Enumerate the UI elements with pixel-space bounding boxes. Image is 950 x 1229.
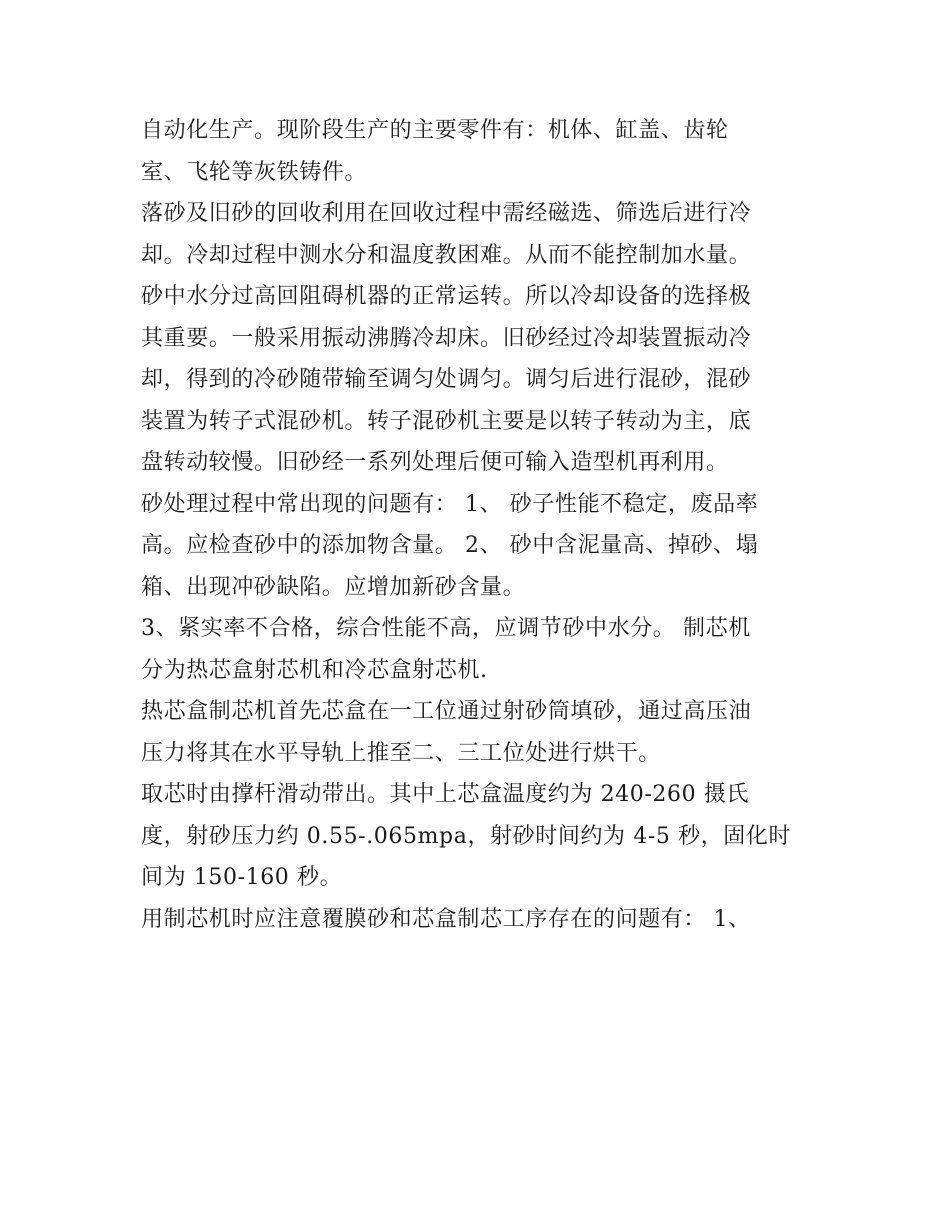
text-line: 装置为转子式混砂机。转子混砂机主要是以转子转动为主，底 [141, 408, 752, 434]
text-line: 3、紧实率不合格，综合性能不高，应调节砂中水分。 制芯机 [141, 616, 751, 641]
text-line: 却。冷却过程中测水分和温度教困难。从而不能控制加水量。 [141, 242, 752, 268]
document-body [141, 110, 821, 940]
text-line: 却，得到的冷砂随带输至调匀处调匀。调匀后进行混砂，混砂 [141, 367, 752, 392]
text-line: 压力将其在水平导轨上推至二、三工位处进行烘干。 [141, 740, 661, 766]
text-line: 其重要。一般采用振动沸腾冷却床。旧砂经过冷却装置振动冷 [141, 325, 752, 351]
text-line: 室、飞轮等灰铁铸件。 [141, 159, 368, 185]
text-line: 砂中水分过高回阻碍机器的正常运转。所以冷却设备的选择极 [141, 284, 752, 309]
text-line: 热芯盒制芯机首先芯盒在一工位通过射砂筒填砂，通过高压油 [141, 699, 752, 724]
text-line: 盘转动较慢。旧砂经一系列处理后便可输入造型机再利用。 [141, 450, 729, 475]
text-line: 取芯时由撑杆滑动带出。其中上芯盒温度约为 240-260 摄氏 [141, 782, 750, 807]
text-line: 高。应检查砂中的添加物含量。 2、 砂中含泥量高、掉砂、塌 [141, 533, 759, 558]
text-line: 度，射砂压力约 0.55-.065mpa，射砂时间约为 4-5 秒，固化时 [141, 823, 792, 849]
text-line: 自动化生产。现阶段生产的主要零件有：机体、缸盖、齿轮 [141, 118, 729, 143]
text-line: 分为热芯盒射芯机和冷芯盒射芯机. [141, 657, 488, 683]
text-line: 箱、出现冲砂缺陷。应增加新砂含量。 [141, 574, 526, 600]
text-line: 砂处理过程中常出现的问题有： 1、 砂子性能不稳定，废品率 [141, 491, 759, 517]
text-line: 落砂及旧砂的回收利用在回收过程中需经磁选、筛选后进行冷 [141, 201, 752, 226]
text-line: 间为 150-160 秒。 [141, 865, 343, 890]
text-line: 用制芯机时应注意覆膜砂和芯盒制芯工序存在的问题有： 1、 [141, 906, 751, 932]
